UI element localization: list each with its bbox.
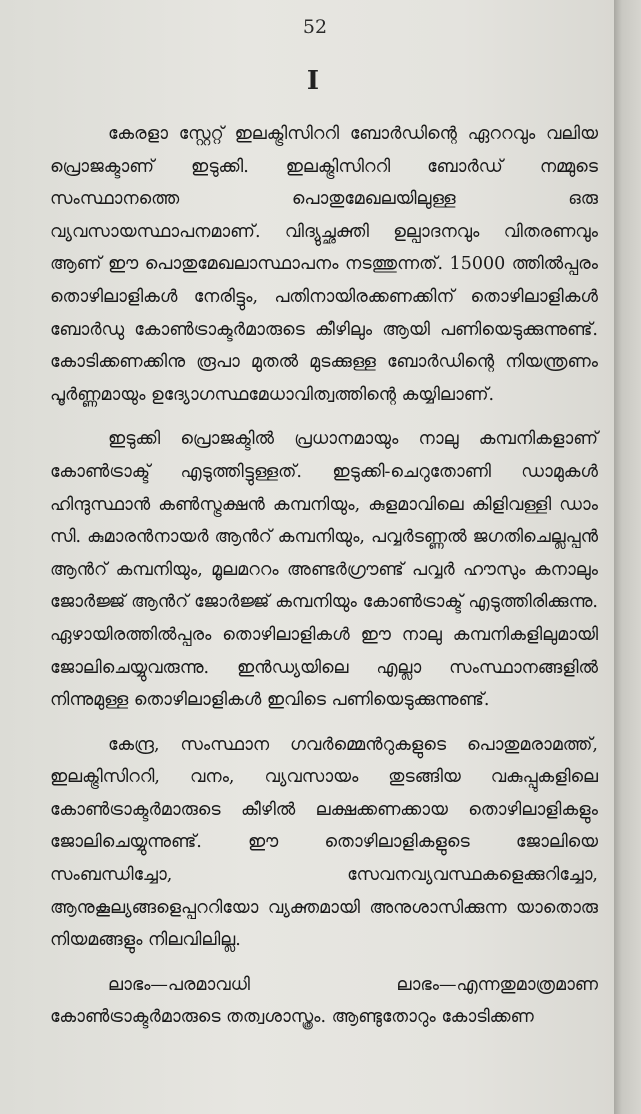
paragraph: കേന്ദ്ര, സംസ്ഥാന ഗവർമ്മെൻറുകളുടെ പൊതുമരാമത്ത്, ഇലക്ട്രിസിററി, വനം, വ്യവസായം തുടങ്ങിയ വകുപ്പുകളിലെ കോൺട്രാക്ടർമാരുടെ കീഴിൽ ലക്ഷക്കണക്കായ തൊഴിലാളികളും ജോലിചെയ്യുന്നുണ്ട്. ഈ തൊഴിലാളികളുടെ ജോലിയെ സംബന്ധിച്ചോ, സേവനവ്യവസ്ഥകളെക്കുറിച്ചോ, ആനുകൂല്യങ്ങളെപ്പററിയോ വ്യക്തമായി അനുശാസിക്കുന്ന യാതൊരു നിയമങ്ങളും നിലവിലില്ല. [50, 734, 598, 951]
section-heading: I [306, 66, 320, 96]
paragraph: ഇടുക്കി പ്രൊജക്ടിൽ പ്രധാനമായും നാലു കമ്പനികളാണ് കോൺട്രാക്ട് എടുത്തിട്ടുള്ളത്. ഇടുക്കി-ചെറുതോണി ഡാമുകൾ ഹിന്ദുസ്ഥാൻ കൺസ്ട്രക്ഷൻ കമ്പനിയും, കുളമാവിലെ കിളിവള്ളി ഡാം സി. കുമാരൻനായർ ആൻറ് കമ്പനിയും, പവ്വർടണ്ണൽ ജഗതിചെല്ലപ്പൻ ആൻറ് കമ്പനിയും, മൂലമററം അണ്ടർഗ്രൗണ്ട് പവ്വർ ഹൗസും കനാലും ജോർജ്ജ് ആൻറ് ജോർജ്ജ് കമ്പനിയും കോൺട്രാക്ട് എടുത്തിരിക്കുന്നു. ഏഴായിരത്തിൽപ്പരം തൊഴിലാളികൾ ഈ നാലു കമ്പനികളിലുമായി ജോലിചെയ്യുവരുന്നു. ഇൻഡ്യയിലെ എല്ലാ സംസ്ഥാനങ്ങളിൽ നിന്നുമുള്ള തൊഴിലാളികൾ ഇവിടെ പണിയെടുക്കുന്നുണ്ട്. [50, 429, 598, 711]
page-number: 52 [302, 16, 328, 38]
paragraph: കേരളാ സ്റ്റേറ്റ് ഇലക്ട്രിസിററി ബോർഡിന്റെ ഏററവും വലിയ പ്രൊജക്ടാണ് ഇടുക്കി. ഇലക്ട്രിസിററി ബോർഡ് നമ്മുടെ സംസ്ഥാനത്തെ പൊതുമേഖലയിലുള്ള ഒരു വ്യവസായസ്ഥാപനമാണ്. വിദ്യുച്ഛക്തി ഉല്പാദനവും വിതരണവും ആണ് ഈ പൊതുമേഖലാസ്ഥാപനം നടത്തുന്നത്. 15000 ത്തിൽപ്പരം തൊഴിലാളികൾ നേരിട്ടും, പതിനായിരക്കണക്കിന് തൊഴിലാളികൾ ബോർഡു കോൺട്രാക്ടർമാരുടെ കീഴിലും ആയി പണിയെടുക്കുന്നുണ്ട്. കോടിക്കണക്കിനു രൂപാ മുതൽ മുടക്കുള്ള ബോർഡിന്റെ നിയന്ത്രണം പൂർണ്ണമായും ഉദ്യോഗസ്ഥമേധാവിത്വത്തിന്റെ കയ്യിലാണ്. [50, 124, 598, 405]
paragraph: ലാഭം—പരമാവധി ലാഭം—എന്നതുമാത്രമാണ കോൺട്രാക്ടർമാരുടെ തത്വശാസ്ത്രം. ആണ്ടുതോറും കോടിക്കണ [50, 974, 598, 1028]
body-text [50, 118, 598, 1034]
book-spine-shadow [614, 0, 641, 1114]
